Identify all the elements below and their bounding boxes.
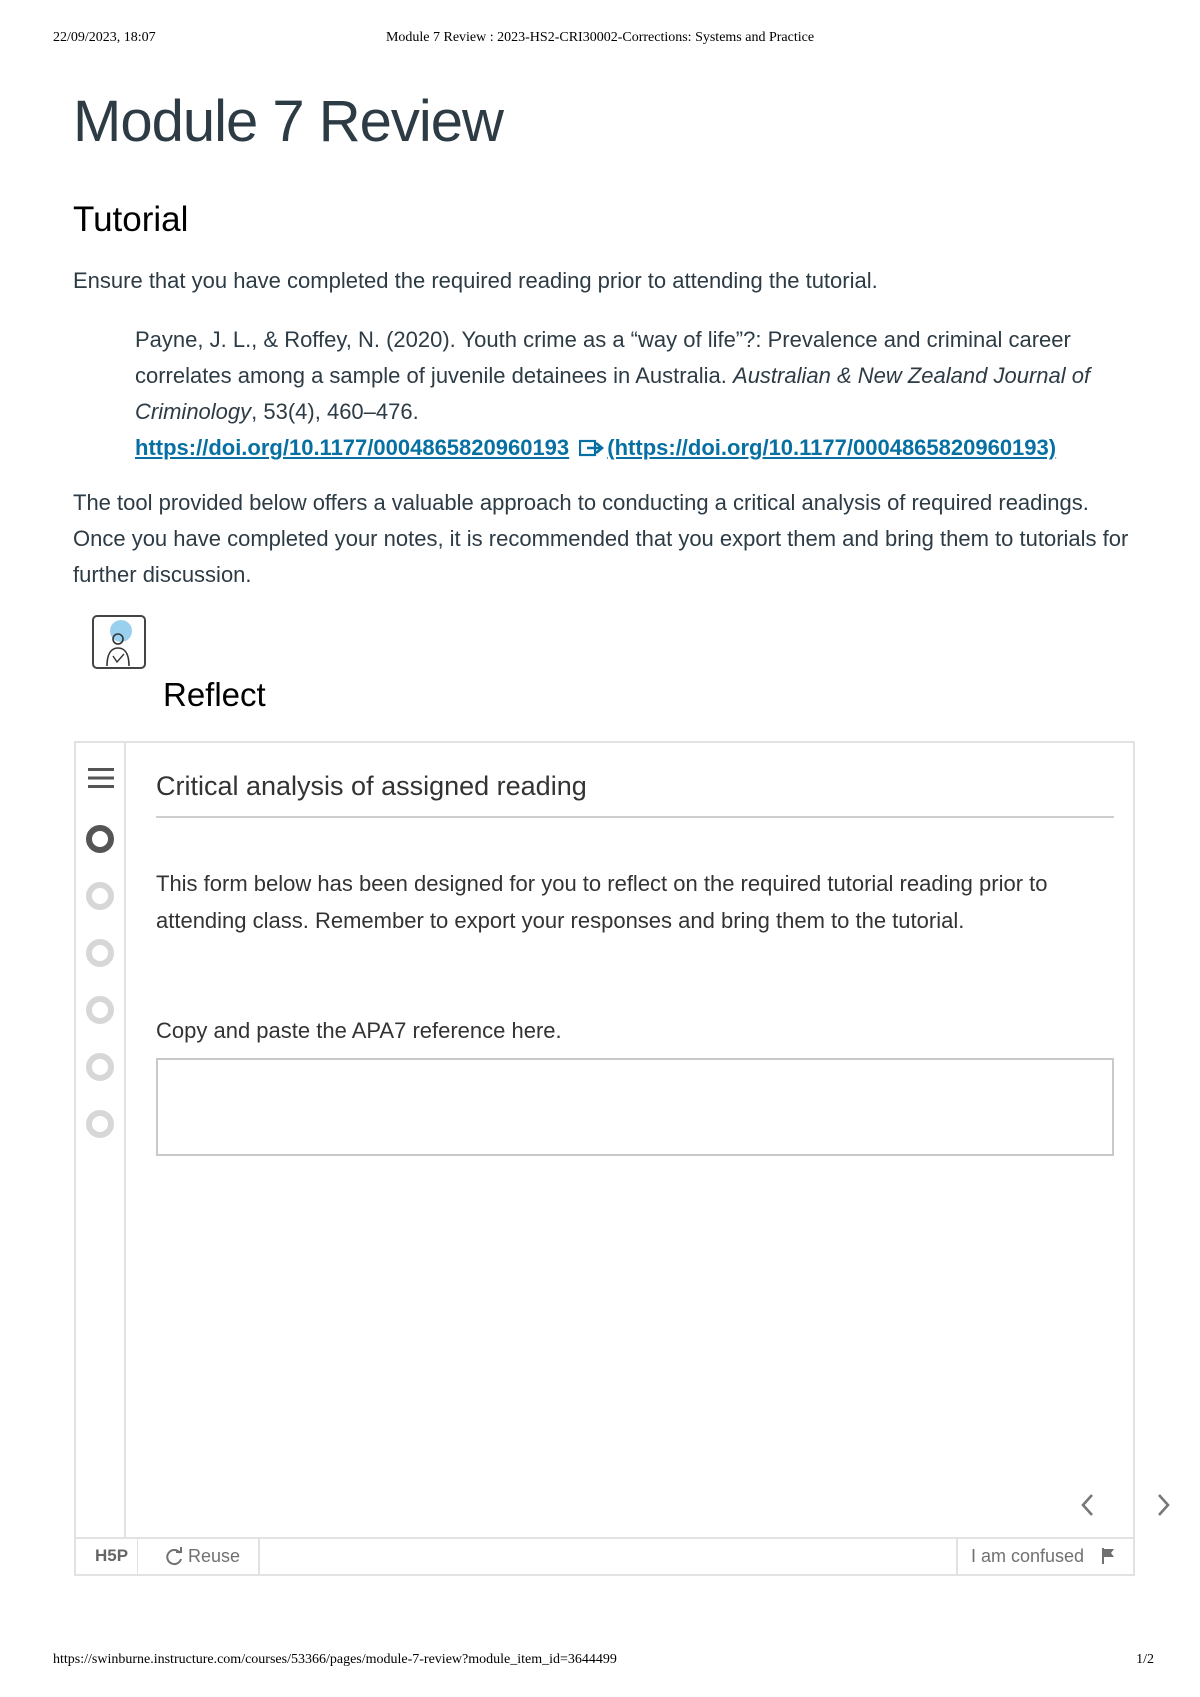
reference-journal: Australian & New Zealand Journal of Criminology: [135, 363, 1091, 424]
doi-link-paren[interactable]: (https://doi.org/10.1177/0004865820960193): [607, 435, 1057, 460]
reference-volume: , 53(4), 460–476.: [251, 399, 419, 424]
tool-description: The tool provided below offers a valuable approach to conducting a critical analysis of required readings. Once you have completed your notes, it is recommended that you export them and bring them to tutorials for further discussion.: [73, 490, 1129, 587]
flag-icon: [1101, 1548, 1115, 1564]
reference-text: Payne, J. L., & Roffey, N. (2020). Youth crime as a “way of life”?: Prevalence and criminal career correlates among a sample of juvenile detainees in Australia.: [135, 327, 1071, 388]
reference-text-input[interactable]: [156, 1058, 1114, 1156]
h5p-logo-text: H5P: [95, 1546, 129, 1565]
external-link-icon: [579, 439, 605, 457]
reuse-icon: [164, 1547, 184, 1567]
step-indicator-3[interactable]: [86, 939, 114, 967]
step-indicator-6[interactable]: [86, 1110, 114, 1138]
print-datetime: 22/09/2023, 18:07: [53, 30, 156, 45]
page-title: Module 7 Review: [73, 89, 503, 154]
print-url: https://swinburne.instructure.com/courses/53366/pages/module-7-review?module_item_id=3644499: [53, 1652, 617, 1667]
step-indicator-1[interactable]: [86, 825, 114, 853]
previous-page-icon[interactable]: [1076, 1491, 1100, 1519]
print-doc-title: Module 7 Review : 2023-HS2-CRI30002-Corrections: Systems and Practice: [385, 30, 815, 45]
h5p-documentation-tool: [74, 741, 1135, 1576]
intro-text: Ensure that you have completed the required reading prior to attending the tutorial.: [73, 268, 878, 293]
next-page-icon[interactable]: [1151, 1491, 1175, 1519]
reference-citation: [135, 322, 1125, 466]
section-heading: Tutorial: [73, 200, 189, 239]
h5p-navigation-sidebar: [76, 743, 126, 1540]
step-indicator-2[interactable]: [86, 882, 114, 910]
reflect-icon: [91, 614, 147, 670]
doi-link[interactable]: https://doi.org/10.1177/0004865820960193: [135, 435, 570, 460]
reference-prompt: Copy and paste the APA7 reference here.: [156, 1018, 562, 1043]
step-indicator-4[interactable]: [86, 996, 114, 1024]
print-page-number: 1/2: [1136, 1652, 1154, 1667]
reuse-label: Reuse: [188, 1546, 241, 1566]
reflect-label: Reflect: [163, 676, 266, 713]
h5p-footer: [76, 1537, 1133, 1574]
h5p-page-title: Critical analysis of assigned reading: [156, 771, 1114, 818]
h5p-logo[interactable]: [76, 1539, 138, 1574]
step-indicator-5[interactable]: [86, 1053, 114, 1081]
menu-icon[interactable]: [88, 767, 114, 789]
confused-button[interactable]: [956, 1539, 1133, 1574]
h5p-description: This form below has been designed for you to reflect on the required tutorial reading prior to attending class. Remember to export your responses and bring them to the tutorial.: [156, 871, 1048, 933]
confused-label: I am confused: [971, 1546, 1085, 1566]
reuse-button[interactable]: [160, 1539, 260, 1574]
